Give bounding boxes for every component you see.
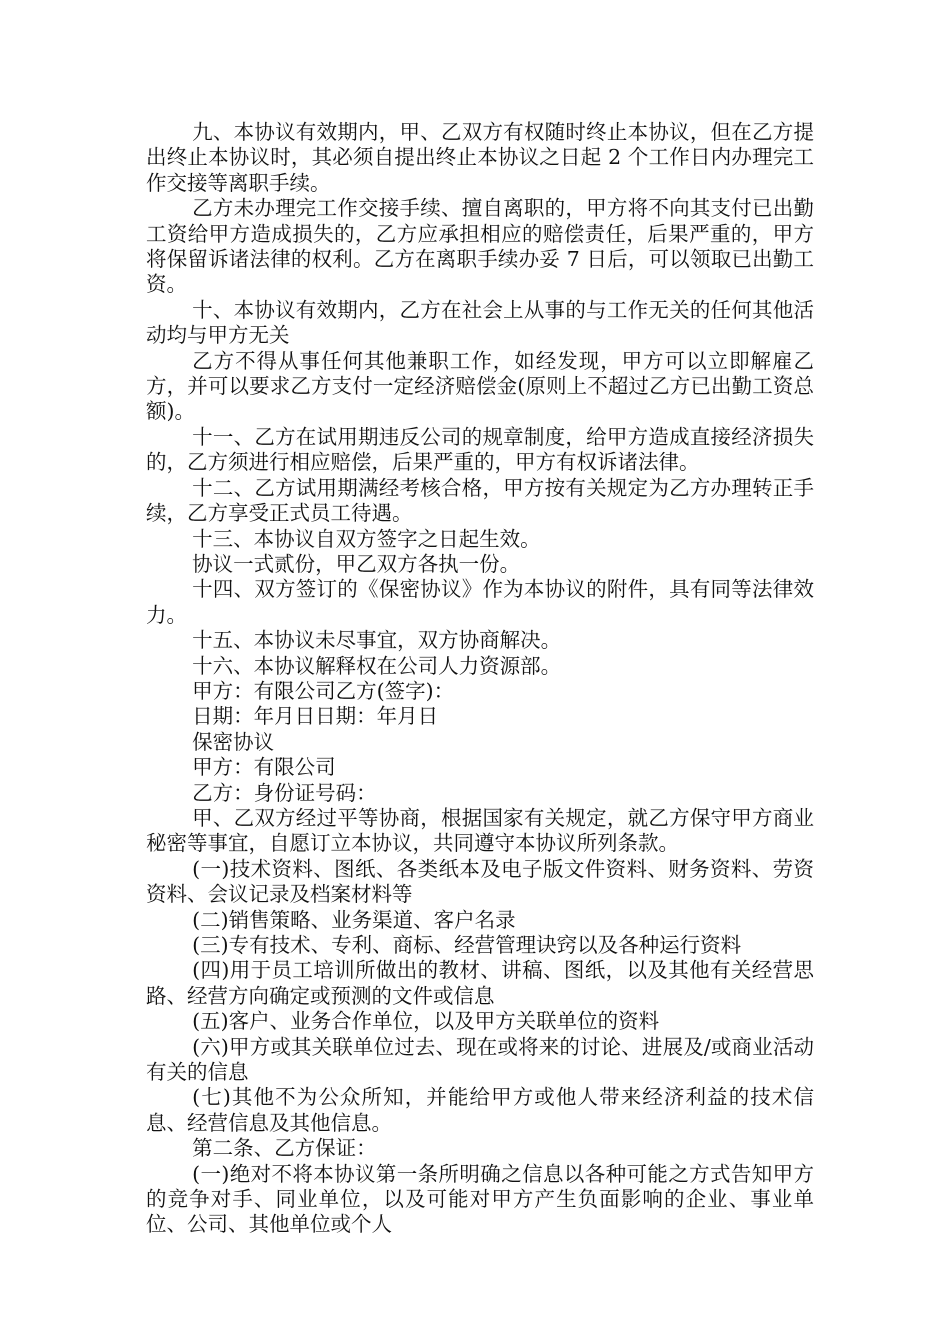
- list-item-1: (一)技术资料、图纸、各类纸本及电子版文件资料、财务资料、劳资资料、会议记录及档案材料等: [146, 856, 814, 907]
- paragraph-clause-10-detail: 乙方不得从事任何其他兼职工作，如经发现，甲方可以立即解雇乙方，并可以要求乙方支付一定经济赔偿金(原则上不超过乙方已出勤工资总额)。: [146, 348, 814, 424]
- section-title-confidentiality: 保密协议: [192, 729, 275, 754]
- paragraph-clause-12: 十二、乙方试用期满经考核合格，甲方按有关规定为乙方办理转正手续，乙方享受正式员工待遇。: [146, 475, 814, 526]
- article-2-heading: 第二条、乙方保证：: [192, 1136, 377, 1161]
- paragraph-clause-9-detail: 乙方未办理完工作交接手续、擅自离职的，甲方将不向其支付已出勤工资给甲方造成损失的，乙方应承担相应的赔偿责任，后果严重的，甲方将保留诉诸法律的权利。乙方在离职手续办妥 7 日后，可以领取已出勤工资。: [146, 196, 814, 297]
- paragraph-clause-9: 九、本协议有效期内，甲、乙双方有权随时终止本协议，但在乙方提出终止本协议时，其必须自提出终止本协议之日起 2 个工作日内办理完工作交接等离职手续。: [146, 120, 814, 195]
- list-item-6: (六)甲方或其关联单位过去、现在或将来的讨论、进展及/或商业活动有关的信息: [146, 1034, 814, 1085]
- paragraph-clause-14: 十四、双方签订的《保密协议》作为本协议的附件，具有同等法律效力。: [146, 577, 814, 627]
- list-item-4: (四)用于员工培训所做出的教材、讲稿、图纸，以及其他有关经营思路、经营方向确定或预测的文件或信息: [146, 958, 814, 1008]
- paragraph-preamble: 甲、乙双方经过平等协商，根据国家有关规定，就乙方保守甲方商业秘密等事宜，自愿订立本协议，共同遵守本协议所列条款。: [146, 805, 814, 856]
- list-item-7: (七)其他不为公众所知，并能给甲方或他人带来经济利益的技术信息、经营信息及其他信息。: [146, 1085, 814, 1135]
- paragraph-copies: 协议一式贰份，甲乙双方各执一份。: [192, 551, 521, 576]
- list-item-3: (三)专有技术、专利、商标、经营管理诀窍以及各种运行资料: [192, 933, 742, 957]
- list-item-2: (二)销售策略、业务渠道、客户名录: [192, 907, 516, 932]
- paragraph-clause-13: 十三、本协议自双方签字之日起生效。: [192, 526, 541, 551]
- paragraph-clause-11: 十一、乙方在试用期违反公司的规章制度，给甲方造成直接经济损失的，乙方须进行相应赔偿，后果严重的，甲方有权诉诸法律。: [146, 424, 814, 475]
- document-page: [146, 120, 814, 1238]
- paragraph-clause-15: 十五、本协议未尽事宜，双方协商解决。: [192, 628, 562, 653]
- party-b-line: 乙方：身份证号码：: [192, 780, 377, 805]
- paragraph-clause-10: 十、本协议有效期内，乙方在社会上从事的与工作无关的任何其他活动均与甲方无关: [146, 297, 814, 348]
- signature-parties: 甲方：有限公司乙方(签字)：: [192, 678, 455, 703]
- signature-dates: 日期：年月日日期：年月日: [192, 704, 439, 729]
- party-a-line: 甲方：有限公司: [192, 755, 336, 780]
- paragraph-clause-16: 十六、本协议解释权在公司人力资源部。: [192, 653, 562, 678]
- list-item-5: (五)客户、业务合作单位，以及甲方关联单位的资料: [192, 1009, 660, 1034]
- article-2-item-1: (一)绝对不将本协议第一条所明确之信息以各种可能之方式告知甲方的竞争对手、同业单位，以及可能对甲方产生负面影响的企业、事业单位、公司、其他单位或个人: [146, 1161, 814, 1237]
